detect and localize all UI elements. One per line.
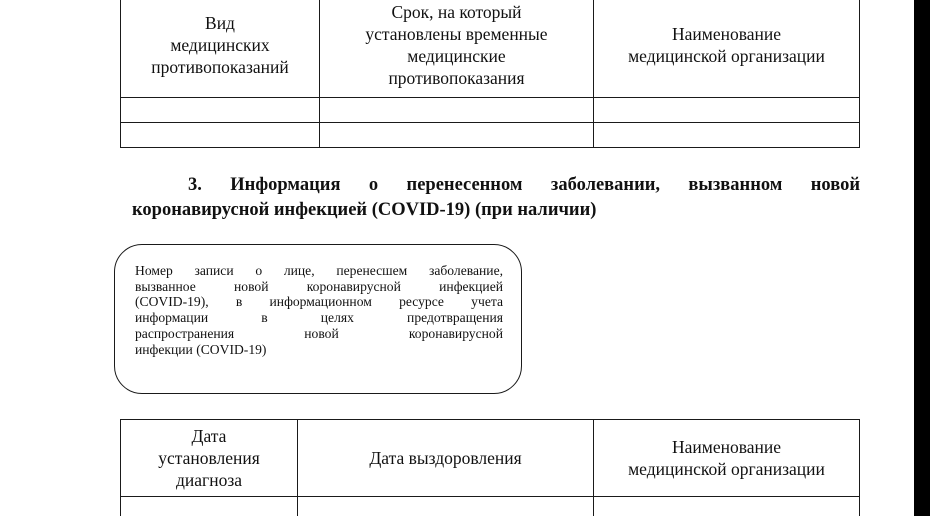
table-cell xyxy=(121,98,320,123)
table-cell xyxy=(121,123,320,148)
table-row xyxy=(121,497,860,516)
header-cell-medical-organization: Наименование медицинской организации xyxy=(594,0,860,98)
table-cell xyxy=(594,123,860,148)
contraindications-table xyxy=(120,0,860,148)
table-row xyxy=(121,98,860,123)
table-cell xyxy=(594,497,860,516)
header-cell-contraindication-period: Срок, на который установлены временные медицинские противопоказания xyxy=(320,0,594,98)
table-cell xyxy=(320,123,594,148)
record-note-text: Номер записи о лице, перенесшем заболевание, вызванное новой коронавирусной инфекцией (COVID-19), в информационном ресурсе учета информации в целях предотвращения распространения новой коронавирусной инфекции (COVID-19) xyxy=(135,263,503,357)
header-cell-medical-organization: Наименование медицинской организации xyxy=(594,420,860,497)
table-row xyxy=(121,123,860,148)
table-header-row xyxy=(121,420,860,497)
table-cell xyxy=(121,497,298,516)
page-edge-shadow xyxy=(914,0,930,516)
header-cell-recovery-date: Дата выздоровления xyxy=(298,420,594,497)
table-cell xyxy=(320,98,594,123)
illness-table xyxy=(120,419,860,516)
covid-record-number-box xyxy=(114,244,522,394)
section-3-heading: 3. Информация о перенесенном заболевании, вызванном новой коронавирусной инфекцией (COVID-19) (при наличии) xyxy=(132,175,860,220)
header-cell-diagnosis-date: Дата установления диагноза xyxy=(121,420,298,497)
table-cell xyxy=(298,497,594,516)
table-header-row xyxy=(121,0,860,98)
table-cell xyxy=(594,98,860,123)
header-cell-contraindication-type: Вид медицинских противопоказаний xyxy=(121,0,320,98)
